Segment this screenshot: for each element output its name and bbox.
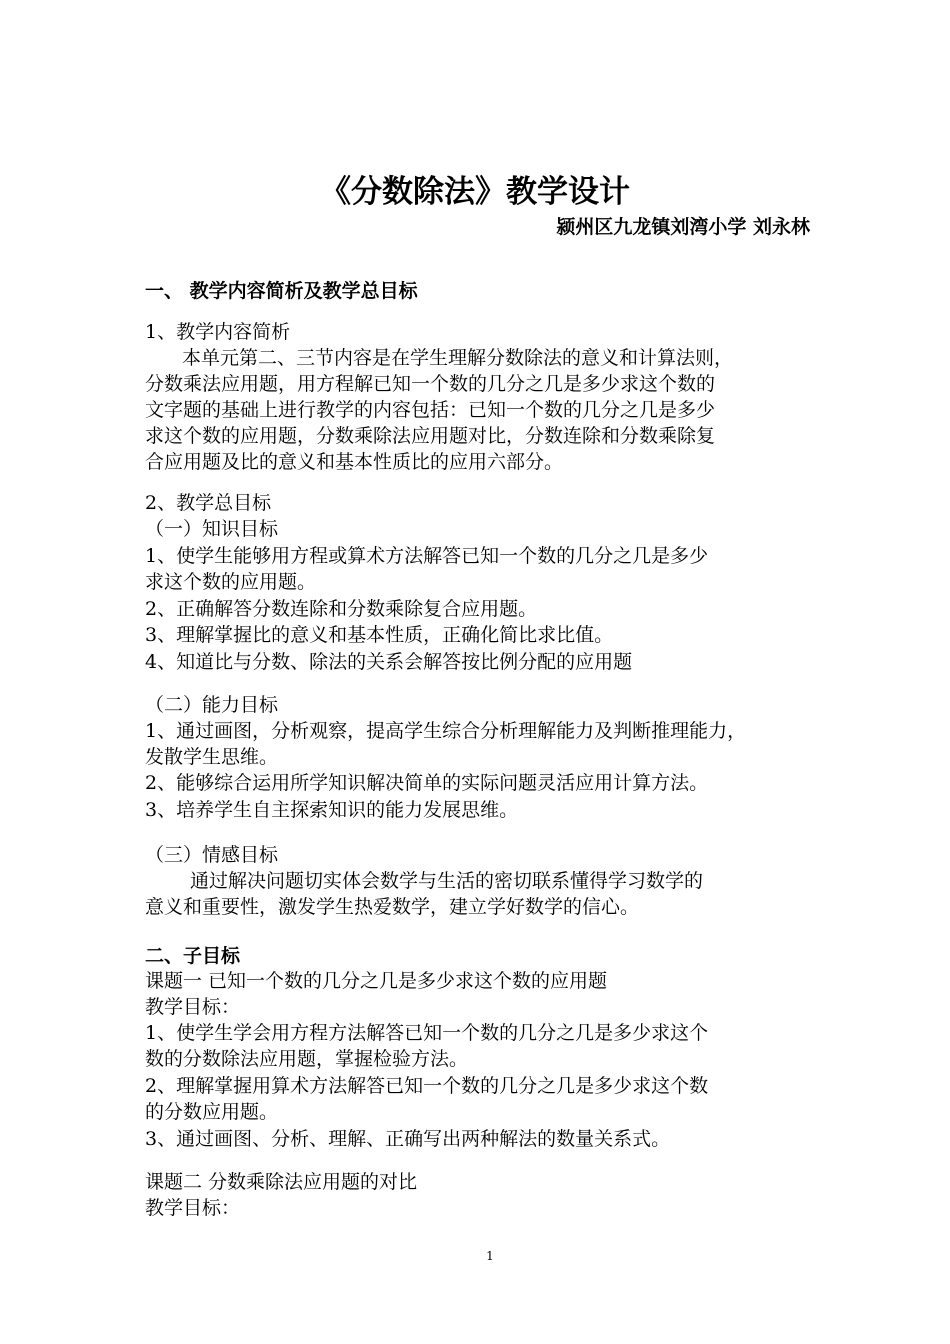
paragraph-line: 合应用题及比的意义和基本性质比的应用六部分。 xyxy=(145,451,564,473)
subsection-2-heading: 2、教学总目标 xyxy=(145,492,272,514)
topic-1-goals-label: 教学目标： xyxy=(145,996,241,1018)
goal-line: 3、通过画图、分析、理解、正确写出两种解法的数量关系式。 xyxy=(145,1128,671,1150)
goal-line: 1、通过画图，分析观察，提高学生综合分析理解能力及判断推理能力， xyxy=(145,720,747,742)
topic-2-goals-label: 教学目标： xyxy=(145,1197,241,1219)
goal-line: 1、使学生能够用方程或算术方法解答已知一个数的几分之几是多少 xyxy=(145,545,709,567)
goal-line: 1、使学生学会用方程方法解答已知一个数的几分之几是多少求这个 xyxy=(145,1022,709,1044)
knowledge-goals-heading: （一）知识目标 xyxy=(145,518,279,540)
paragraph-line: 本单元第二、三节内容是在学生理解分数除法的意义和计算法则， xyxy=(182,347,734,369)
goal-line: 意义和重要性，激发学生热爱数学，建立学好数学的信心。 xyxy=(145,896,640,918)
goal-line: 3、理解掌握比的意义和基本性质，正确化简比求比值。 xyxy=(145,624,614,646)
goal-line: 3、培养学生自主探索知识的能力发展思维。 xyxy=(145,799,519,821)
goal-line: 2、正确解答分数连除和分数乘除复合应用题。 xyxy=(145,598,538,620)
section-1-heading: 一、 教学内容简析及教学总目标 xyxy=(145,280,418,302)
topic-2-heading: 课题二 分数乘除法应用题的对比 xyxy=(145,1171,418,1193)
paragraph-line: 文字题的基础上进行教学的内容包括：已知一个数的几分之几是多少 xyxy=(145,399,716,421)
emotion-goals-heading: （三）情感目标 xyxy=(145,844,279,866)
goal-line: 2、能够综合运用所学知识解决简单的实际问题灵活应用计算方法。 xyxy=(145,772,709,794)
document-title: 《分数除法》教学设计 xyxy=(320,174,630,210)
section-2-heading: 二、子目标 xyxy=(145,945,241,967)
goal-line: 2、理解掌握用算术方法解答已知一个数的几分之几是多少求这个数 xyxy=(145,1075,709,1097)
paragraph-line: 求这个数的应用题，分数乘除法应用题对比，分数连除和分数乘除复 xyxy=(145,425,716,447)
page-number: 1 xyxy=(486,1249,494,1263)
topic-1-heading: 课题一 已知一个数的几分之几是多少求这个数的应用题 xyxy=(145,970,608,992)
goal-line: 通过解决问题切实体会数学与生活的密切联系懂得学习数学的 xyxy=(190,870,704,892)
ability-goals-heading: （二）能力目标 xyxy=(145,694,279,716)
subsection-1-heading: 1、教学内容简析 xyxy=(145,321,291,343)
goal-line: 4、知道比与分数、除法的关系会解答按比例分配的应用题 xyxy=(145,651,633,673)
goal-line: 数的分数除法应用题，掌握检验方法。 xyxy=(145,1048,469,1070)
goal-line: 发散学生思维。 xyxy=(145,746,279,768)
goal-line: 求这个数的应用题。 xyxy=(145,571,317,593)
goal-line: 的分数应用题。 xyxy=(145,1101,279,1123)
paragraph-line: 分数乘法应用题，用方程解已知一个数的几分之几是多少求这个数的 xyxy=(145,373,716,395)
author-line: 颍州区九龙镇刘湾小学 刘永林 xyxy=(556,216,810,238)
